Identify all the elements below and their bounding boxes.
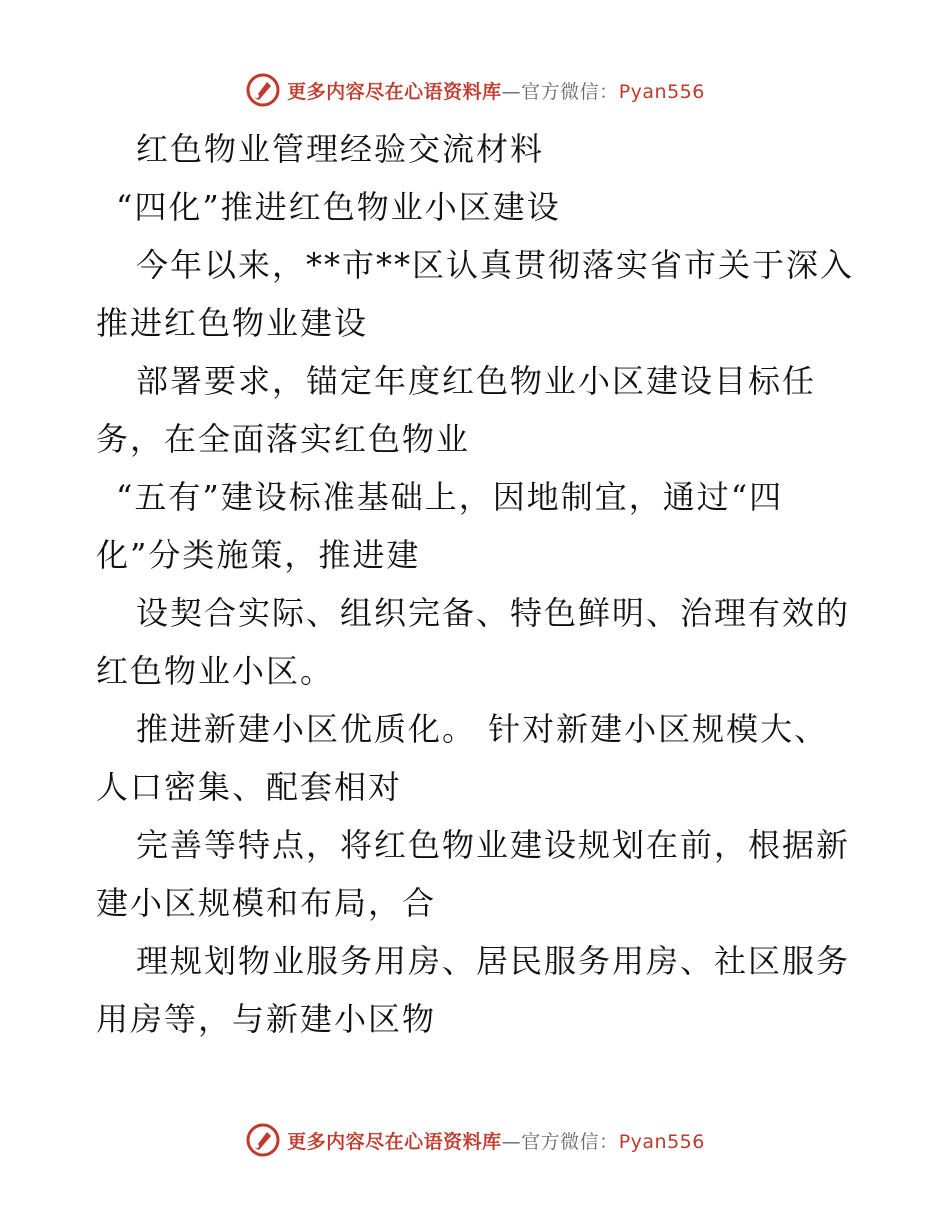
- paragraph-line: 推进新建小区优质化。 针对新建小区规模大、: [136, 710, 829, 748]
- paragraph-line: 部署要求，锚定年度红色物业小区建设目标任: [136, 362, 817, 400]
- watermark-wechat-label: —官方微信：: [501, 1130, 619, 1153]
- document-subtitle: “四化”推进红色物业小区建设: [116, 188, 561, 226]
- paragraph-line: “五有”建设标准基础上，因地制宜，通过“四: [116, 478, 784, 516]
- document-title: 红色物业管理经验交流材料: [136, 130, 545, 168]
- watermark-wechat-label: —官方微信：: [501, 80, 619, 103]
- pen-circle-logo-icon: [245, 1122, 281, 1158]
- paragraph-line: 人口密集、配套相对: [96, 768, 403, 806]
- watermark-site-name: 更多内容尽在心语资料库: [287, 80, 502, 103]
- paragraph-line: 化”分类施策，推进建: [96, 536, 421, 574]
- watermark-site-name: 更多内容尽在心语资料库: [287, 1130, 502, 1153]
- paragraph-line: 用房等，与新建小区物: [96, 1000, 437, 1038]
- paragraph-line: 推进红色物业建设: [96, 304, 369, 342]
- paragraph-line: 理规划物业服务用房、居民服务用房、社区服务: [136, 942, 851, 980]
- paragraph-line: 今年以来，**市**区认真贯彻落实省市关于深入: [136, 246, 855, 284]
- watermark-text: [287, 77, 705, 104]
- paragraph-line: 完善等特点，将红色物业建设规划在前，根据新: [136, 826, 851, 864]
- watermark-wechat-id: Pyan556: [618, 80, 705, 103]
- paragraph-line: 设契合实际、组织完备、特色鲜明、治理有效的: [136, 594, 851, 632]
- watermark-header: [0, 72, 950, 108]
- watermark-wechat-id: Pyan556: [618, 1130, 705, 1153]
- pen-circle-logo-icon: [245, 72, 281, 108]
- paragraph-line: 建小区规模和布局，合: [96, 884, 437, 922]
- paragraph-line: 务，在全面落实红色物业: [96, 420, 471, 458]
- watermark-footer: [0, 1122, 950, 1158]
- watermark-text: [287, 1127, 705, 1154]
- document-body: [96, 120, 856, 1048]
- paragraph-line: 红色物业小区。: [96, 652, 335, 690]
